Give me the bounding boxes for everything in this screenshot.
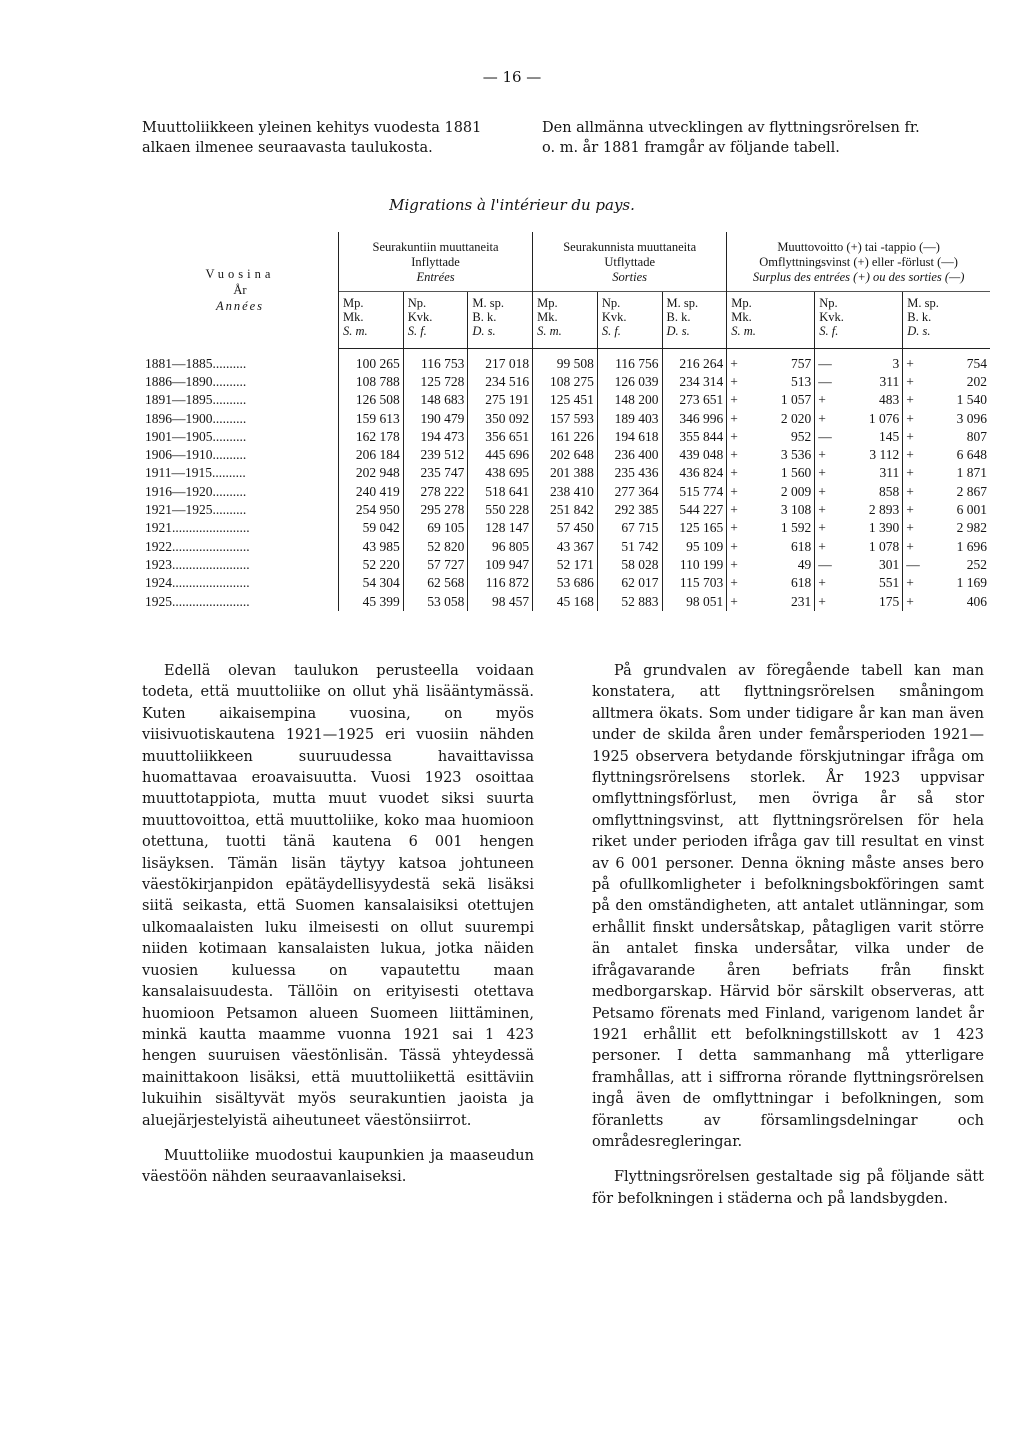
entries-females-cell: 52 820 [403, 537, 468, 555]
exits-total-cell: 216 264 [662, 349, 727, 373]
exits-males-cell: 57 450 [533, 519, 598, 537]
exits-females-cell: 51 742 [597, 537, 662, 555]
exits-males-cell: 108 275 [533, 373, 598, 391]
entries-total-cell: 350 092 [468, 409, 533, 427]
balance-males-cell: 952 [790, 428, 812, 444]
entries-females-cell: 57 727 [403, 556, 468, 574]
balance-females-cell: 2 893 [868, 502, 900, 518]
balance-males-cell: 513 [790, 373, 812, 389]
subheader-males: Mp. Mk. S. m. [339, 292, 404, 349]
period-cell: 1881—1885.......... [145, 355, 247, 371]
exits-males-cell: 161 226 [533, 428, 598, 446]
period-cell: 1922....................... [145, 538, 250, 554]
balance-males-cell: 3 108 [780, 502, 812, 518]
balance-total-sign: + [903, 409, 924, 427]
balance-males-cell: 1 057 [780, 392, 812, 408]
balance-males-cell: 618 [790, 538, 812, 554]
balance-males-sign: + [727, 464, 748, 482]
balance-females-sign: + [815, 592, 836, 610]
entries-total-cell: 438 695 [468, 464, 533, 482]
entries-males-cell: 254 950 [339, 501, 404, 519]
exits-females-cell: 194 618 [597, 428, 662, 446]
balance-total-cell: 406 [966, 593, 987, 609]
entries-males-cell: 240 419 [339, 483, 404, 501]
entries-males-cell: 108 788 [339, 373, 404, 391]
balance-females-cell: 1 390 [868, 520, 900, 536]
table-row [142, 537, 990, 555]
subheader-females: Np. Kvk. S. f. [597, 292, 662, 349]
exits-males-cell: 45 168 [533, 592, 598, 610]
table-row [142, 464, 990, 482]
balance-females-cell: 175 [879, 593, 900, 609]
exits-total-cell: 115 703 [662, 574, 727, 592]
subheader-total: M. sp. B. k. D. s. [468, 292, 533, 349]
exits-males-cell: 251 842 [533, 501, 598, 519]
balance-males-sign: + [727, 556, 748, 574]
balance-total-sign: + [903, 428, 924, 446]
balance-females-sign: + [815, 409, 836, 427]
entries-males-cell: 159 613 [339, 409, 404, 427]
period-cell: 1896—1900.......... [145, 410, 247, 426]
balance-males-sign: + [727, 373, 748, 391]
entries-total-cell: 96 805 [468, 537, 533, 555]
entries-total-cell: 518 641 [468, 483, 533, 501]
period-cell: 1891—1895.......... [145, 392, 247, 408]
entries-males-cell: 100 265 [339, 349, 404, 373]
balance-males-cell: 2 020 [780, 410, 812, 426]
period-cell: 1925....................... [145, 593, 250, 609]
exits-total-cell: 234 314 [662, 373, 727, 391]
exits-males-cell: 157 593 [533, 409, 598, 427]
balance-females-sign: + [815, 464, 836, 482]
entries-total-cell: 109 947 [468, 556, 533, 574]
period-cell: 1923....................... [145, 556, 250, 572]
balance-total-cell: 2 867 [956, 483, 987, 499]
balance-total-sign: + [903, 464, 924, 482]
period-header [142, 232, 339, 349]
entries-females-cell: 53 058 [403, 592, 468, 610]
exits-total-cell: 110 199 [662, 556, 727, 574]
balance-females-sign: — [815, 373, 836, 391]
balance-total-sign: + [903, 574, 924, 592]
entries-females-cell: 116 753 [403, 349, 468, 373]
period-header-fr: Années [215, 299, 265, 314]
balance-males-cell: 1 592 [780, 520, 812, 536]
entries-total-cell: 356 651 [468, 428, 533, 446]
subheader-females: Np. Kvk. S. f. [403, 292, 468, 349]
subheader-total: M. sp. B. k. D. s. [662, 292, 727, 349]
balance-total-sign: + [903, 349, 924, 373]
exits-males-cell: 238 410 [533, 483, 598, 501]
balance-females-cell: 1 078 [868, 538, 900, 554]
exits-females-cell: 189 403 [597, 409, 662, 427]
intro-swedish: Den allmänna utvecklingen av flyttningsrörelsen fr. o. m. år 1881 framgår av följande tabell. [542, 120, 920, 156]
entries-total-cell: 234 516 [468, 373, 533, 391]
exits-total-cell: 439 048 [662, 446, 727, 464]
paragraph: På grundvalen av föregående tabell kan man konstatera, att flyttningsrörelsen småningom alltmera ökats. Som under tidigare år kan man även under de skilda åren under femårsperioden 1921—1925 observera betydande förskjutningar ifråga om flyttningsrörelsens storlek. År 1923 uppvisar omflyttningsförlust, men övriga år så stor omflyttningsvinst, att flyttningsrörelsen för hela riket under perioden ifråga gav till resultat en vinst av 6 001 personer. Denna ökning måste anses bero på ofullkomligheter i befolkningsbokföringen samt på den omständigheten, att antalet utlänningar, som erhållit finskt undersåtskap, påtagligen varit större än antalet finska undersåtar, vilka under de ifrågavarande åren befriats från finskt medborgarskap. Härvid bör särskilt observeras, att Petsamo förenats med Finland, varigenom landet år 1921 erhållit ett befolkningstillskott av 1 423 personer. I detta sammanhang må ytterligare framhållas, att i siffrorna rörande flyttningsrörelsen ingå även de omflyttningar i befolkningen, som föranletts av församlingsdelningar och områdesregleringar. [592, 663, 984, 1150]
table-row [142, 391, 990, 409]
balance-total-sign: + [903, 519, 924, 537]
exits-total-cell: 544 227 [662, 501, 727, 519]
balance-total-cell: 1 540 [956, 392, 987, 408]
balance-females-cell: 3 112 [869, 447, 900, 463]
entries-males-cell: 54 304 [339, 574, 404, 592]
balance-males-cell: 1 560 [780, 465, 812, 481]
entries-females-cell: 194 473 [403, 428, 468, 446]
balance-females-sign: — [815, 556, 836, 574]
exits-females-cell: 52 883 [597, 592, 662, 610]
balance-total-cell: 6 001 [956, 502, 987, 518]
entries-females-cell: 62 568 [403, 574, 468, 592]
table-body [142, 349, 990, 611]
table-row [142, 446, 990, 464]
entries-males-cell: 52 220 [339, 556, 404, 574]
exits-males-cell: 125 451 [533, 391, 598, 409]
balance-females-sign: + [815, 574, 836, 592]
entries-males-cell: 202 948 [339, 464, 404, 482]
period-cell: 1906—1910.......... [145, 447, 247, 463]
balance-males-sign: + [727, 537, 748, 555]
table-row [142, 428, 990, 446]
balance-females-cell: 551 [879, 575, 900, 591]
exits-females-cell: 126 039 [597, 373, 662, 391]
entries-total-cell: 116 872 [468, 574, 533, 592]
migration-table [142, 232, 990, 611]
entries-females-cell: 295 278 [403, 501, 468, 519]
balance-total-cell: 6 648 [956, 447, 987, 463]
balance-females-sign: + [815, 483, 836, 501]
balance-total-cell: 1 169 [956, 575, 987, 591]
balance-males-cell: 2 009 [780, 483, 812, 499]
exits-males-cell: 201 388 [533, 464, 598, 482]
period-cell: 1921—1925.......... [145, 502, 247, 518]
balance-males-sign: + [727, 501, 748, 519]
balance-total-sign: + [903, 446, 924, 464]
group-header-fr: Surplus des entrées (+) ou des sorties (—) [752, 270, 965, 284]
exits-females-cell: 277 364 [597, 483, 662, 501]
entries-females-cell: 239 512 [403, 446, 468, 464]
table-row [142, 556, 990, 574]
group-header-fi: Seurakunnista muuttaneita [563, 240, 697, 254]
balance-males-sign: + [727, 428, 748, 446]
table-row [142, 409, 990, 427]
entries-total-cell: 98 457 [468, 592, 533, 610]
balance-females-cell: 858 [879, 483, 900, 499]
balance-males-sign: + [727, 519, 748, 537]
exits-total-cell: 273 651 [662, 391, 727, 409]
entries-males-cell: 59 042 [339, 519, 404, 537]
exits-females-cell: 292 385 [597, 501, 662, 519]
group-header-sv: Utflyttade [604, 255, 655, 269]
period-header-sv: År [233, 283, 247, 298]
balance-females-cell: 301 [879, 556, 900, 572]
balance-total-sign: + [903, 373, 924, 391]
balance-total-sign: + [903, 483, 924, 501]
exits-females-cell: 58 028 [597, 556, 662, 574]
balance-males-cell: 618 [790, 575, 812, 591]
entries-females-cell: 148 683 [403, 391, 468, 409]
balance-total-cell: 252 [966, 556, 987, 572]
balance-total-cell: 1 696 [956, 538, 987, 554]
entries-total-cell: 128 147 [468, 519, 533, 537]
balance-males-sign: + [727, 409, 748, 427]
table-row [142, 501, 990, 519]
balance-total-cell: 1 871 [956, 465, 987, 481]
table-row [142, 483, 990, 501]
period-cell: 1924....................... [145, 575, 250, 591]
exits-females-cell: 236 400 [597, 446, 662, 464]
exits-females-cell: 67 715 [597, 519, 662, 537]
exits-females-cell: 62 017 [597, 574, 662, 592]
subheader-females: Np. Kvk. S. f. [815, 292, 903, 349]
entries-total-cell: 445 696 [468, 446, 533, 464]
table-row [142, 519, 990, 537]
group-header-fr: Sorties [612, 270, 648, 284]
exits-males-cell: 99 508 [533, 349, 598, 373]
subheader-males: Mp. Mk. S. m. [533, 292, 598, 349]
balance-males-sign: + [727, 446, 748, 464]
balance-total-sign: + [903, 391, 924, 409]
period-cell: 1916—1920.......... [145, 483, 247, 499]
exits-females-cell: 148 200 [597, 391, 662, 409]
exits-total-cell: 98 051 [662, 592, 727, 610]
paragraph: Flyttningsrörelsen gestaltade sig på följande sätt för befolkningen i städerna och på landsbygden. [592, 1169, 984, 1207]
balance-total-cell: 754 [966, 355, 987, 371]
entries-males-cell: 206 184 [339, 446, 404, 464]
balance-females-sign: + [815, 537, 836, 555]
group-header-entries [339, 232, 533, 292]
balance-total-sign: + [903, 501, 924, 519]
balance-total-sign: + [903, 592, 924, 610]
entries-females-cell: 69 105 [403, 519, 468, 537]
entries-males-cell: 45 399 [339, 592, 404, 610]
period-header-fi: Vuosina [205, 267, 275, 282]
exits-total-cell: 346 996 [662, 409, 727, 427]
balance-females-sign: + [815, 519, 836, 537]
table-row [142, 574, 990, 592]
entries-total-cell: 550 228 [468, 501, 533, 519]
entries-males-cell: 126 508 [339, 391, 404, 409]
body-text-finnish [142, 661, 534, 1189]
balance-males-sign: + [727, 483, 748, 501]
table-row [142, 373, 990, 391]
balance-males-sign: + [727, 349, 748, 373]
exits-males-cell: 52 171 [533, 556, 598, 574]
entries-females-cell: 235 747 [403, 464, 468, 482]
entries-total-cell: 275 191 [468, 391, 533, 409]
period-cell: 1921....................... [145, 520, 250, 536]
balance-males-cell: 49 [797, 556, 812, 572]
exits-females-cell: 116 756 [597, 349, 662, 373]
body-text-swedish [592, 661, 984, 1210]
balance-males-sign: + [727, 592, 748, 610]
period-cell: 1901—1905.......... [145, 428, 247, 444]
entries-males-cell: 43 985 [339, 537, 404, 555]
balance-males-cell: 231 [790, 593, 812, 609]
balance-total-cell: 2 982 [956, 520, 987, 536]
balance-females-sign: + [815, 391, 836, 409]
exits-total-cell: 125 165 [662, 519, 727, 537]
exits-males-cell: 53 686 [533, 574, 598, 592]
entries-females-cell: 278 222 [403, 483, 468, 501]
group-header-fi: Seurakuntiin muuttaneita [372, 240, 499, 254]
subheader-males: Mp. Mk. S. m. [727, 292, 815, 349]
balance-total-cell: 807 [966, 428, 987, 444]
balance-total-cell: 202 [966, 373, 987, 389]
balance-males-cell: 757 [790, 355, 812, 371]
group-header-sv: Omflyttningsvinst (+) eller -förlust (—) [759, 255, 958, 269]
exits-total-cell: 436 824 [662, 464, 727, 482]
entries-females-cell: 125 728 [403, 373, 468, 391]
balance-females-cell: 3 [892, 355, 900, 371]
exits-females-cell: 235 436 [597, 464, 662, 482]
balance-females-cell: 483 [879, 392, 900, 408]
period-cell: 1911—1915.......... [145, 465, 246, 481]
balance-females-cell: 1 076 [868, 410, 900, 426]
table-row [142, 592, 990, 610]
subheader-total: M. sp. B. k. D. s. [903, 292, 990, 349]
balance-females-cell: 311 [879, 465, 900, 481]
entries-males-cell: 162 178 [339, 428, 404, 446]
entries-females-cell: 190 479 [403, 409, 468, 427]
period-cell: 1886—1890.......... [145, 373, 247, 389]
paragraph: Edellä olevan taulukon perusteella voidaan todeta, että muuttoliike on ollut yhä lisääntymässä. Kuten aikaisempina vuosina, on myös viisivuotiskautena 1921—1925 eri vuosiin nähden muuttoliikkeen suuruudessa havaittavissa huomattavaa eroavaisuutta. Vuosi 1923 osoittaa muuttotappiota, mutta muut vuodet siksi suurta muuttovoittoa, että muuttoliike, koko maa huomioon otettuna, tuotti tänä kautena 6 001 hengen lisäyksen. Tämän lisän täytyy katsoa johtuneen väestökirjanpidon epätäydellisyydestä sekä lisäksi siitä seikasta, että Suomen kansalaisiksi otettujen ulkomaalaisten luku ilmeisesti on ollut suurempi niiden kotimaan kansalaisten lukua, jotka näiden vuosien kuluessa on vapautettu maan kansalaisuudesta. Tällöin on erityisesti otettava huomioon Petsamon alueen Suomeen liittäminen, minkä kautta maamme vuonna 1921 sai 1 423 hengen suuruisen väestönlisän. Tässä yhteydessä mainittakoon lisäksi, että muuttoliikettä esittäviin lukuihin sisältyvät myös seurakuntien jaoista ja aluejärjestelyistä aiheutuneet väestönsiirrot. [142, 663, 534, 1129]
group-header-sv: Inflyttade [411, 255, 460, 269]
group-header-balance [727, 232, 990, 292]
balance-total-sign: — [903, 556, 924, 574]
exits-total-cell: 95 109 [662, 537, 727, 555]
page-number: — 16 — [482, 68, 542, 86]
exits-males-cell: 202 648 [533, 446, 598, 464]
entries-total-cell: 217 018 [468, 349, 533, 373]
exits-total-cell: 515 774 [662, 483, 727, 501]
balance-males-sign: + [727, 391, 748, 409]
balance-females-sign: — [815, 349, 836, 373]
balance-females-sign: + [815, 446, 836, 464]
intro-finnish: Muuttoliikkeen yleinen kehitys vuodesta 1881 alkaen ilmenee seuraavasta taulukosta. [142, 120, 482, 156]
table-caption: Migrations à l'intérieur du pays. [389, 196, 635, 214]
balance-females-sign: + [815, 501, 836, 519]
exits-total-cell: 355 844 [662, 428, 727, 446]
exits-males-cell: 43 367 [533, 537, 598, 555]
table-row [142, 349, 990, 373]
paragraph: Muuttoliike muodostui kaupunkien ja maaseudun väestöön nähden seuraavanlaiseksi. [142, 1147, 534, 1186]
group-header-fi: Muuttovoitto (+) tai -tappio (—) [777, 240, 940, 254]
balance-females-cell: 145 [879, 428, 900, 444]
group-header-fr: Entrées [416, 270, 455, 284]
group-header-exits [533, 232, 727, 292]
balance-females-sign: — [815, 428, 836, 446]
balance-total-sign: + [903, 537, 924, 555]
balance-males-cell: 3 536 [780, 447, 812, 463]
balance-total-cell: 3 096 [956, 410, 987, 426]
balance-females-cell: 311 [879, 373, 900, 389]
balance-males-sign: + [727, 574, 748, 592]
